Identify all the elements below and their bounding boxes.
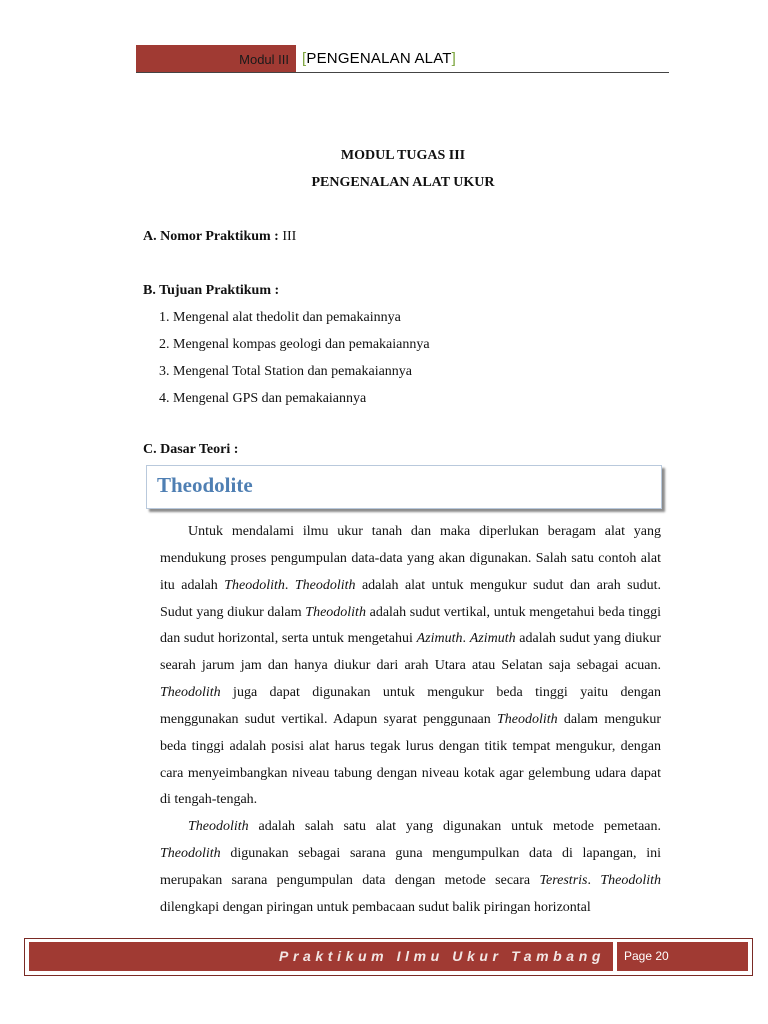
italic-term: Theodolith <box>224 577 285 593</box>
header-title <box>302 45 456 73</box>
italic-term: Theodolith <box>294 577 356 593</box>
body-paragraph <box>160 519 661 814</box>
header-bracket-close: ] <box>451 50 457 67</box>
text-run: adalah alat untuk mengukur sudut dan arah sudut. Sudut yang diukur dalam <box>160 577 662 620</box>
text-run: adalah sudut yang diukur searah jarum jam dan hanya diukur dari arah Utara atau Selatan saja sebagai acuan. <box>160 631 662 674</box>
objectives-list <box>159 309 430 417</box>
text-run: dilengkapi dengan piringan untuk pembacaan sudut balik piringan horizontal <box>160 899 591 915</box>
section-c-label: C. Dasar Teori : <box>143 442 239 457</box>
section-b-label: B. Tujuan Praktikum : <box>143 283 280 298</box>
text-run: dalam mengukur beda tinggi adalah posisi alat harus tegak lurus dengan titik tempat mengukur, dengan cara menyeimbangkan niveau tabung dengan niveau kotak agar gelembung udara dapat di tengah-tengah. <box>160 711 661 808</box>
document-subtitle: PENGENALAN ALAT UKUR <box>311 175 495 190</box>
text-run: . <box>587 872 601 888</box>
italic-term: Azimuth <box>469 631 516 647</box>
list-item: 2. Mengenal kompas geologi dan pemakaiannya <box>159 337 430 352</box>
theodolite-heading: Theodolite <box>157 473 253 497</box>
italic-term: Terestris <box>539 872 588 888</box>
header-bracket-open: [ <box>302 50 307 67</box>
section-a-label: A. Nomor Praktikum : <box>143 229 279 244</box>
body-paragraph <box>160 814 661 921</box>
text-run: Untuk mendalami ilmu ukur tanah dan maka diperlukan beragam alat yang mendukung proses pengumpulan data-data yang akan digunakan. Salah satu contoh alat itu adalah <box>160 524 661 593</box>
list-item: 4. Mengenal GPS dan pemakaiannya <box>159 391 367 406</box>
section-a-value: III <box>278 229 297 244</box>
text-run: adalah sudut vertikal, untuk mengetahui beda tinggi dan sudut horizontal, serta untuk mengetahui <box>160 604 661 647</box>
italic-term: Theodolith <box>160 846 221 862</box>
list-item: 1. Mengenal alat thedolit dan pemakainnya <box>159 310 401 325</box>
text-run: . <box>462 631 470 647</box>
header-rule <box>136 72 669 73</box>
text-run: digunakan sebagai sarana guna mengumpulkan data di lapangan, ini merupakan sarana pengumpulan data dengan metode secara <box>160 846 661 888</box>
footer-course-title: Praktikum Ilmu Ukur Tambang <box>279 948 605 964</box>
text-run: . <box>284 577 295 593</box>
italic-term: Theodolith <box>600 872 662 888</box>
section-a <box>143 229 296 245</box>
header-module-label: Modul III <box>239 52 289 67</box>
document-title: MODUL TUGAS III <box>340 148 466 163</box>
italic-term: Theodolith <box>496 711 558 727</box>
italic-term: Theodolith <box>188 819 249 835</box>
italic-term: Azimuth <box>416 631 463 647</box>
text-run: juga dapat digunakan untuk mengukur beda tinggi yaitu dengan menggunakan sudut vertikal. Adapun syarat penggunaan <box>160 685 661 727</box>
italic-term: Theodolith <box>305 604 366 620</box>
italic-term: Theodolith <box>160 685 221 701</box>
theodolite-heading-box <box>146 465 662 509</box>
body-text <box>160 519 661 922</box>
page-number: Page 20 <box>624 949 669 963</box>
header-title-text: PENGENALAN ALAT <box>306 50 452 67</box>
list-item: 3. Mengenal Total Station dan pemakaiannya <box>159 364 413 379</box>
text-run: adalah salah satu alat yang digunakan untuk metode pemetaan. <box>248 819 661 835</box>
